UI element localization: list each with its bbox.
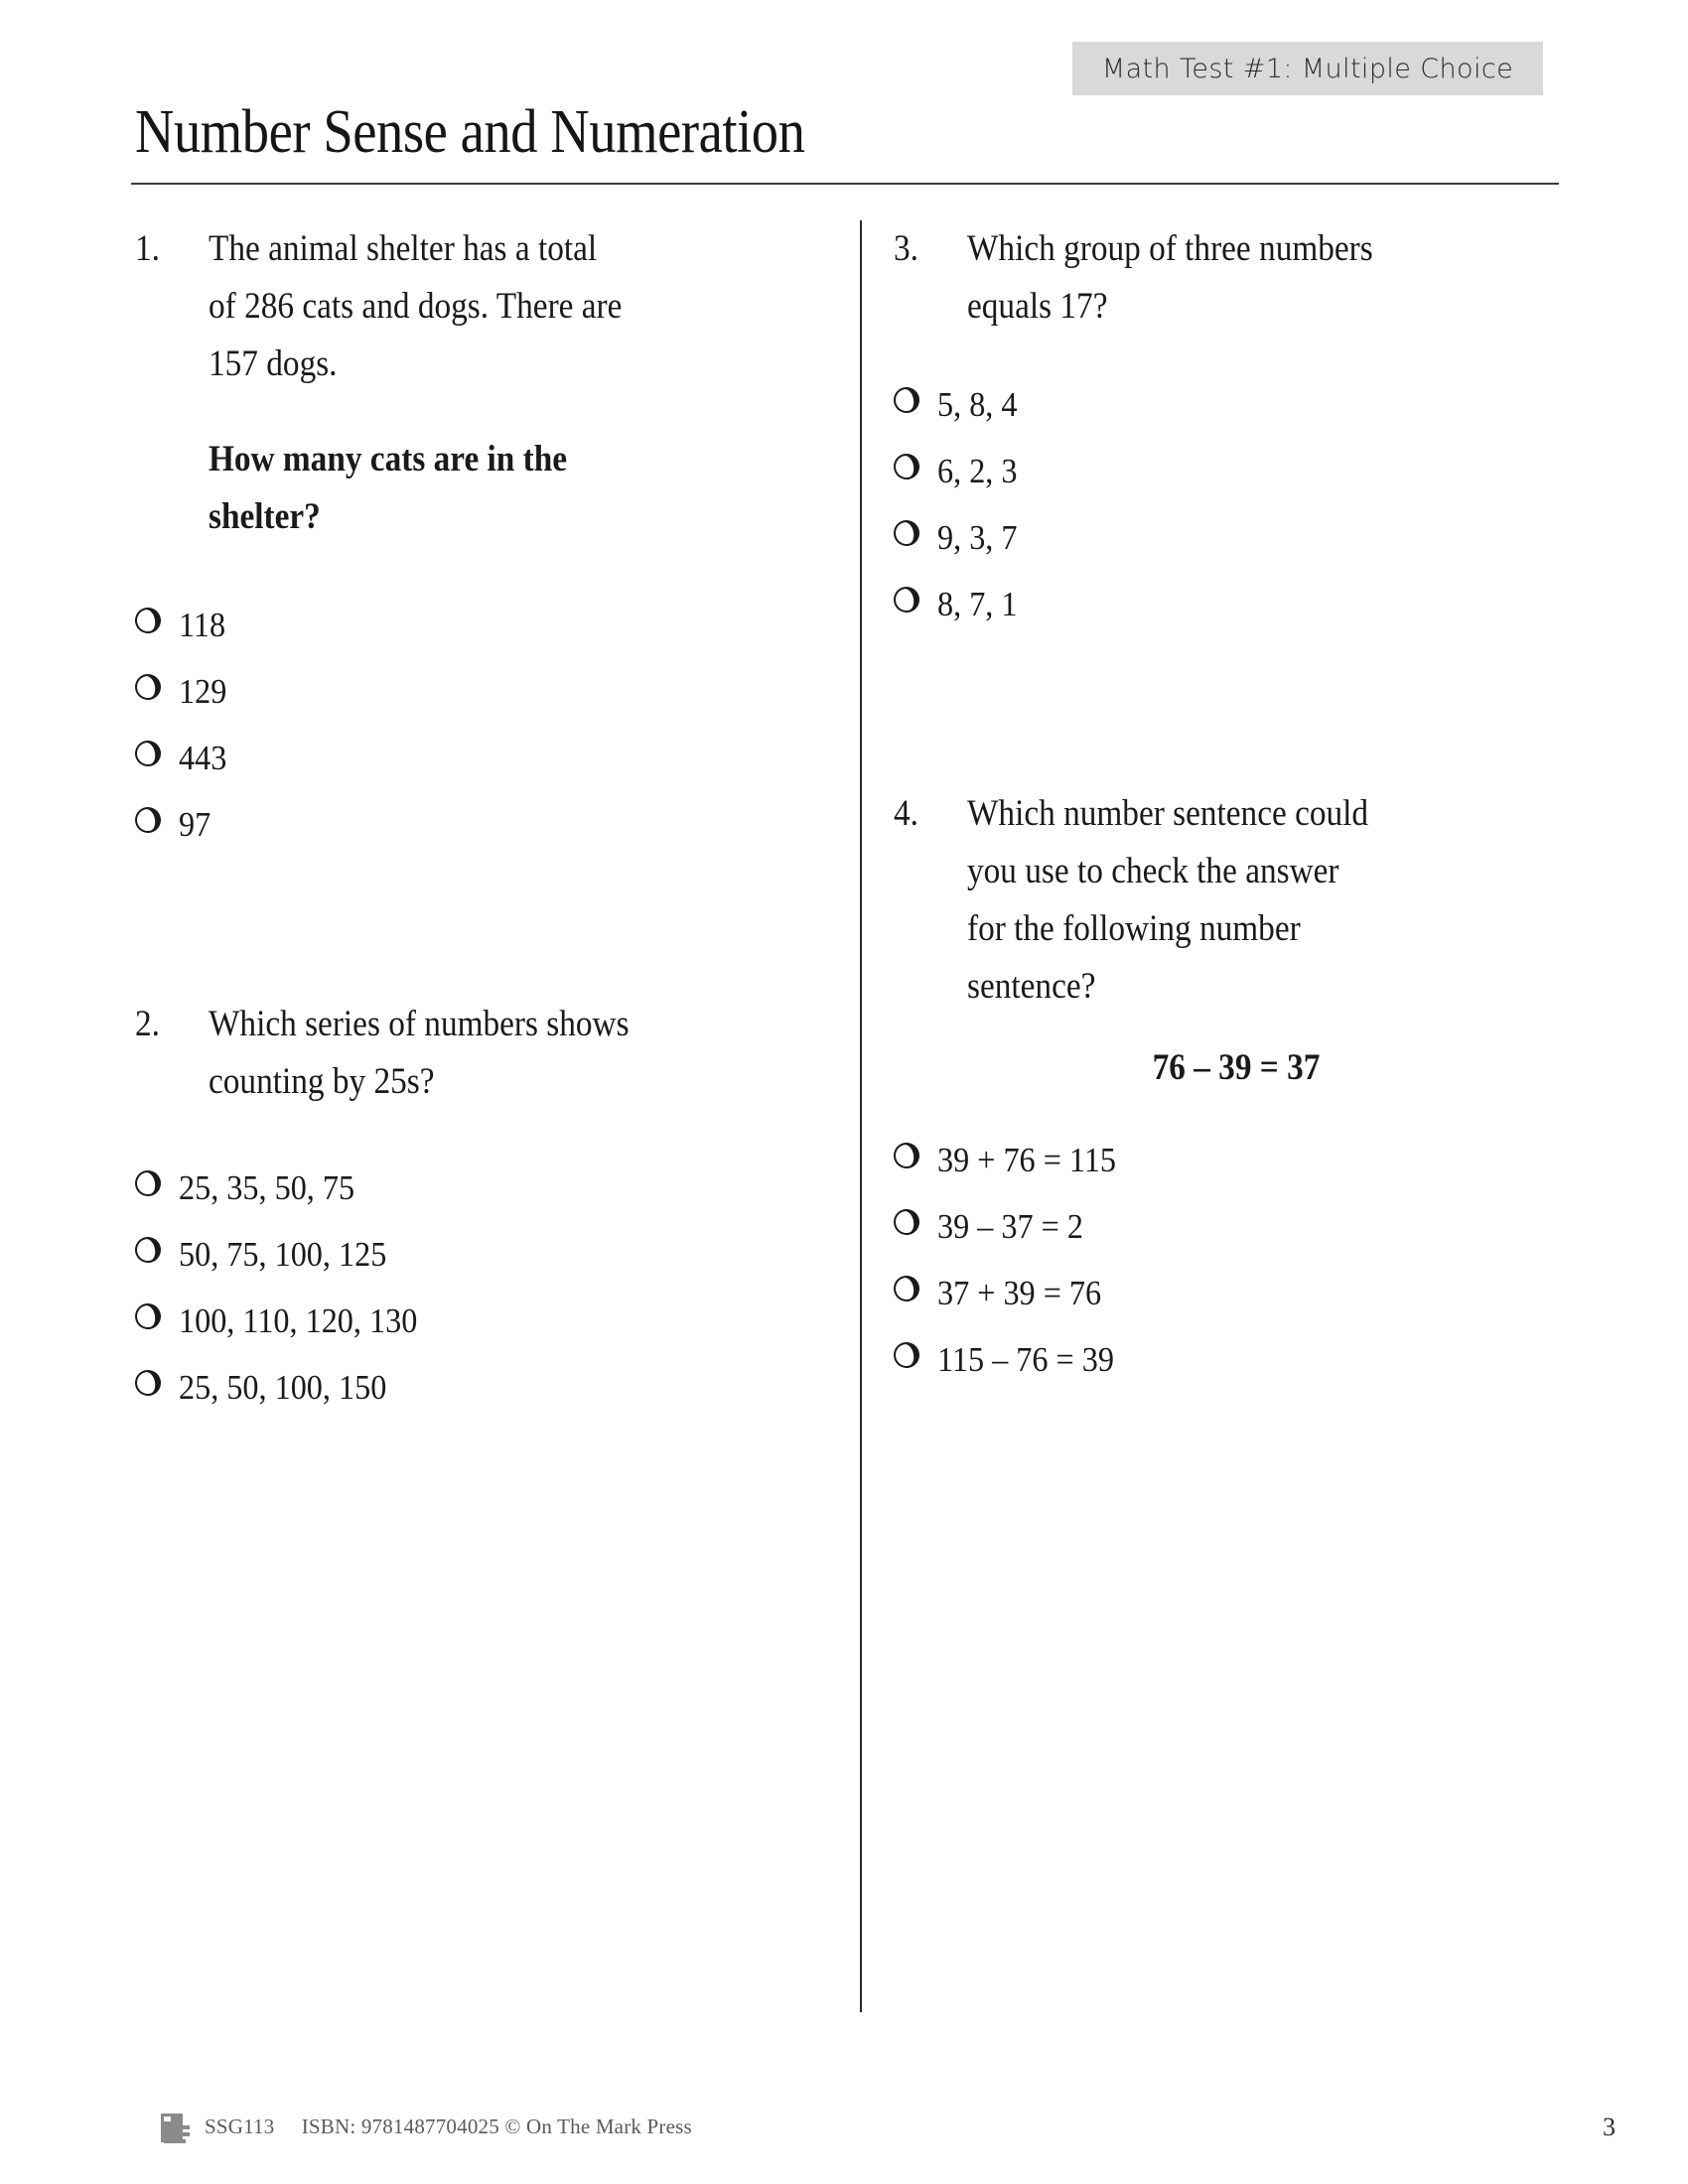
page-footer bbox=[0, 2113, 1688, 2162]
radio-circle-icon[interactable] bbox=[133, 1168, 164, 1199]
question-4-line-4: sentence? bbox=[967, 966, 1096, 1007]
radio-circle-icon[interactable] bbox=[133, 606, 164, 636]
question-2 bbox=[135, 996, 830, 1410]
option-label: 100, 110, 120, 130 bbox=[179, 1301, 418, 1340]
option-label: 129 bbox=[179, 672, 227, 711]
question-4-option-2[interactable] bbox=[894, 1205, 1579, 1249]
radio-circle-icon[interactable] bbox=[892, 585, 922, 615]
question-4-option-3[interactable] bbox=[894, 1272, 1579, 1315]
questions-column-right bbox=[894, 220, 1579, 1405]
question-2-line-2: counting by 25s? bbox=[209, 1061, 435, 1102]
radio-circle-icon[interactable] bbox=[892, 518, 922, 549]
column-divider bbox=[860, 220, 862, 2012]
question-3-line-2: equals 17? bbox=[967, 286, 1108, 327]
question-1-body bbox=[209, 220, 830, 546]
radio-circle-icon[interactable] bbox=[892, 1207, 922, 1238]
question-4-body bbox=[967, 785, 1579, 1016]
option-label: 97 bbox=[179, 805, 211, 844]
option-label: 9, 3, 7 bbox=[937, 518, 1018, 557]
option-label: 25, 35, 50, 75 bbox=[179, 1168, 355, 1207]
question-2-option-1[interactable] bbox=[135, 1166, 830, 1210]
question-2-option-3[interactable] bbox=[135, 1299, 830, 1343]
question-4-option-1[interactable] bbox=[894, 1139, 1579, 1182]
radio-circle-icon[interactable] bbox=[892, 1141, 922, 1171]
question-1-prompt-line-1: How many cats are in the bbox=[209, 439, 568, 479]
radio-circle-icon[interactable] bbox=[892, 385, 922, 416]
radio-circle-icon[interactable] bbox=[133, 739, 164, 769]
option-label: 6, 2, 3 bbox=[937, 452, 1018, 490]
question-2-option-2[interactable] bbox=[135, 1233, 830, 1277]
radio-circle-icon[interactable] bbox=[133, 1235, 164, 1266]
question-2-number: 2. bbox=[135, 1004, 160, 1044]
option-label: 115 – 76 = 39 bbox=[937, 1340, 1114, 1379]
radio-circle-icon[interactable] bbox=[892, 1274, 922, 1304]
question-3 bbox=[894, 220, 1579, 626]
question-3-header bbox=[894, 220, 1579, 336]
question-1-option-3[interactable] bbox=[135, 737, 830, 780]
page-number: 3 bbox=[1603, 2113, 1616, 2141]
question-4-option-4[interactable] bbox=[894, 1338, 1579, 1382]
option-label: 443 bbox=[179, 739, 227, 777]
question-3-option-1[interactable] bbox=[894, 383, 1579, 427]
question-2-header bbox=[135, 996, 830, 1111]
question-1-option-1[interactable] bbox=[135, 604, 830, 647]
question-1-prompt-line-2: shelter? bbox=[209, 496, 321, 537]
option-label: 37 + 39 = 76 bbox=[937, 1274, 1102, 1312]
option-label: 50, 75, 100, 125 bbox=[179, 1235, 387, 1274]
option-label: 25, 50, 100, 150 bbox=[179, 1368, 387, 1407]
question-1-line-2: of 286 cats and dogs. There are bbox=[209, 286, 623, 327]
question-4-equation: 76 – 39 = 37 bbox=[1152, 1047, 1321, 1088]
questions-column-left bbox=[135, 220, 830, 1433]
test-type-badge-label: Math Test #1: Multiple Choice bbox=[1101, 53, 1514, 84]
question-4-options bbox=[894, 1139, 1579, 1382]
question-1-number: 1. bbox=[135, 228, 160, 269]
option-label: 5, 8, 4 bbox=[937, 385, 1018, 424]
radio-circle-icon[interactable] bbox=[133, 805, 164, 836]
radio-circle-icon[interactable] bbox=[133, 1301, 164, 1332]
question-4-line-2: you use to check the answer bbox=[967, 851, 1339, 891]
question-3-body bbox=[967, 220, 1579, 336]
option-label: 8, 7, 1 bbox=[937, 585, 1018, 623]
question-3-option-2[interactable] bbox=[894, 450, 1579, 493]
option-label: 39 + 76 = 115 bbox=[937, 1141, 1117, 1179]
question-4-number: 4. bbox=[894, 793, 918, 834]
option-label: 39 – 37 = 2 bbox=[937, 1207, 1083, 1246]
question-2-line-1: Which series of numbers shows bbox=[209, 1004, 630, 1044]
question-4-line-3: for the following number bbox=[967, 908, 1301, 949]
radio-circle-icon[interactable] bbox=[133, 1368, 164, 1399]
page-title: Number Sense and Numeration bbox=[135, 98, 805, 166]
radio-circle-icon[interactable] bbox=[892, 1340, 922, 1371]
question-1-header bbox=[135, 220, 830, 546]
question-1-line-1: The animal shelter has a total bbox=[209, 228, 598, 269]
question-4-line-1: Which number sentence could bbox=[967, 793, 1369, 834]
question-3-line-1: Which group of three numbers bbox=[967, 228, 1373, 269]
title-divider-rule bbox=[131, 183, 1559, 185]
question-3-option-4[interactable] bbox=[894, 583, 1579, 626]
question-2-options bbox=[135, 1166, 830, 1410]
question-3-number: 3. bbox=[894, 228, 918, 269]
question-1-options bbox=[135, 604, 830, 847]
book-icon bbox=[159, 2113, 193, 2144]
footer-imprint-text: SSG113 ISBN: 9781487704025 © On The Mark Press bbox=[205, 2115, 692, 2138]
question-4 bbox=[894, 785, 1579, 1382]
radio-circle-icon[interactable] bbox=[892, 452, 922, 482]
test-type-badge bbox=[1072, 42, 1543, 95]
question-1-option-2[interactable] bbox=[135, 670, 830, 714]
radio-circle-icon[interactable] bbox=[133, 672, 164, 703]
question-3-option-3[interactable] bbox=[894, 516, 1579, 560]
question-1-line-3: 157 dogs. bbox=[209, 343, 338, 384]
question-2-option-4[interactable] bbox=[135, 1366, 830, 1410]
question-1-option-4[interactable] bbox=[135, 803, 830, 847]
question-3-options bbox=[894, 383, 1579, 626]
question-4-header bbox=[894, 785, 1579, 1016]
question-1 bbox=[135, 220, 830, 847]
question-2-body bbox=[209, 996, 830, 1111]
option-label: 118 bbox=[179, 606, 226, 644]
